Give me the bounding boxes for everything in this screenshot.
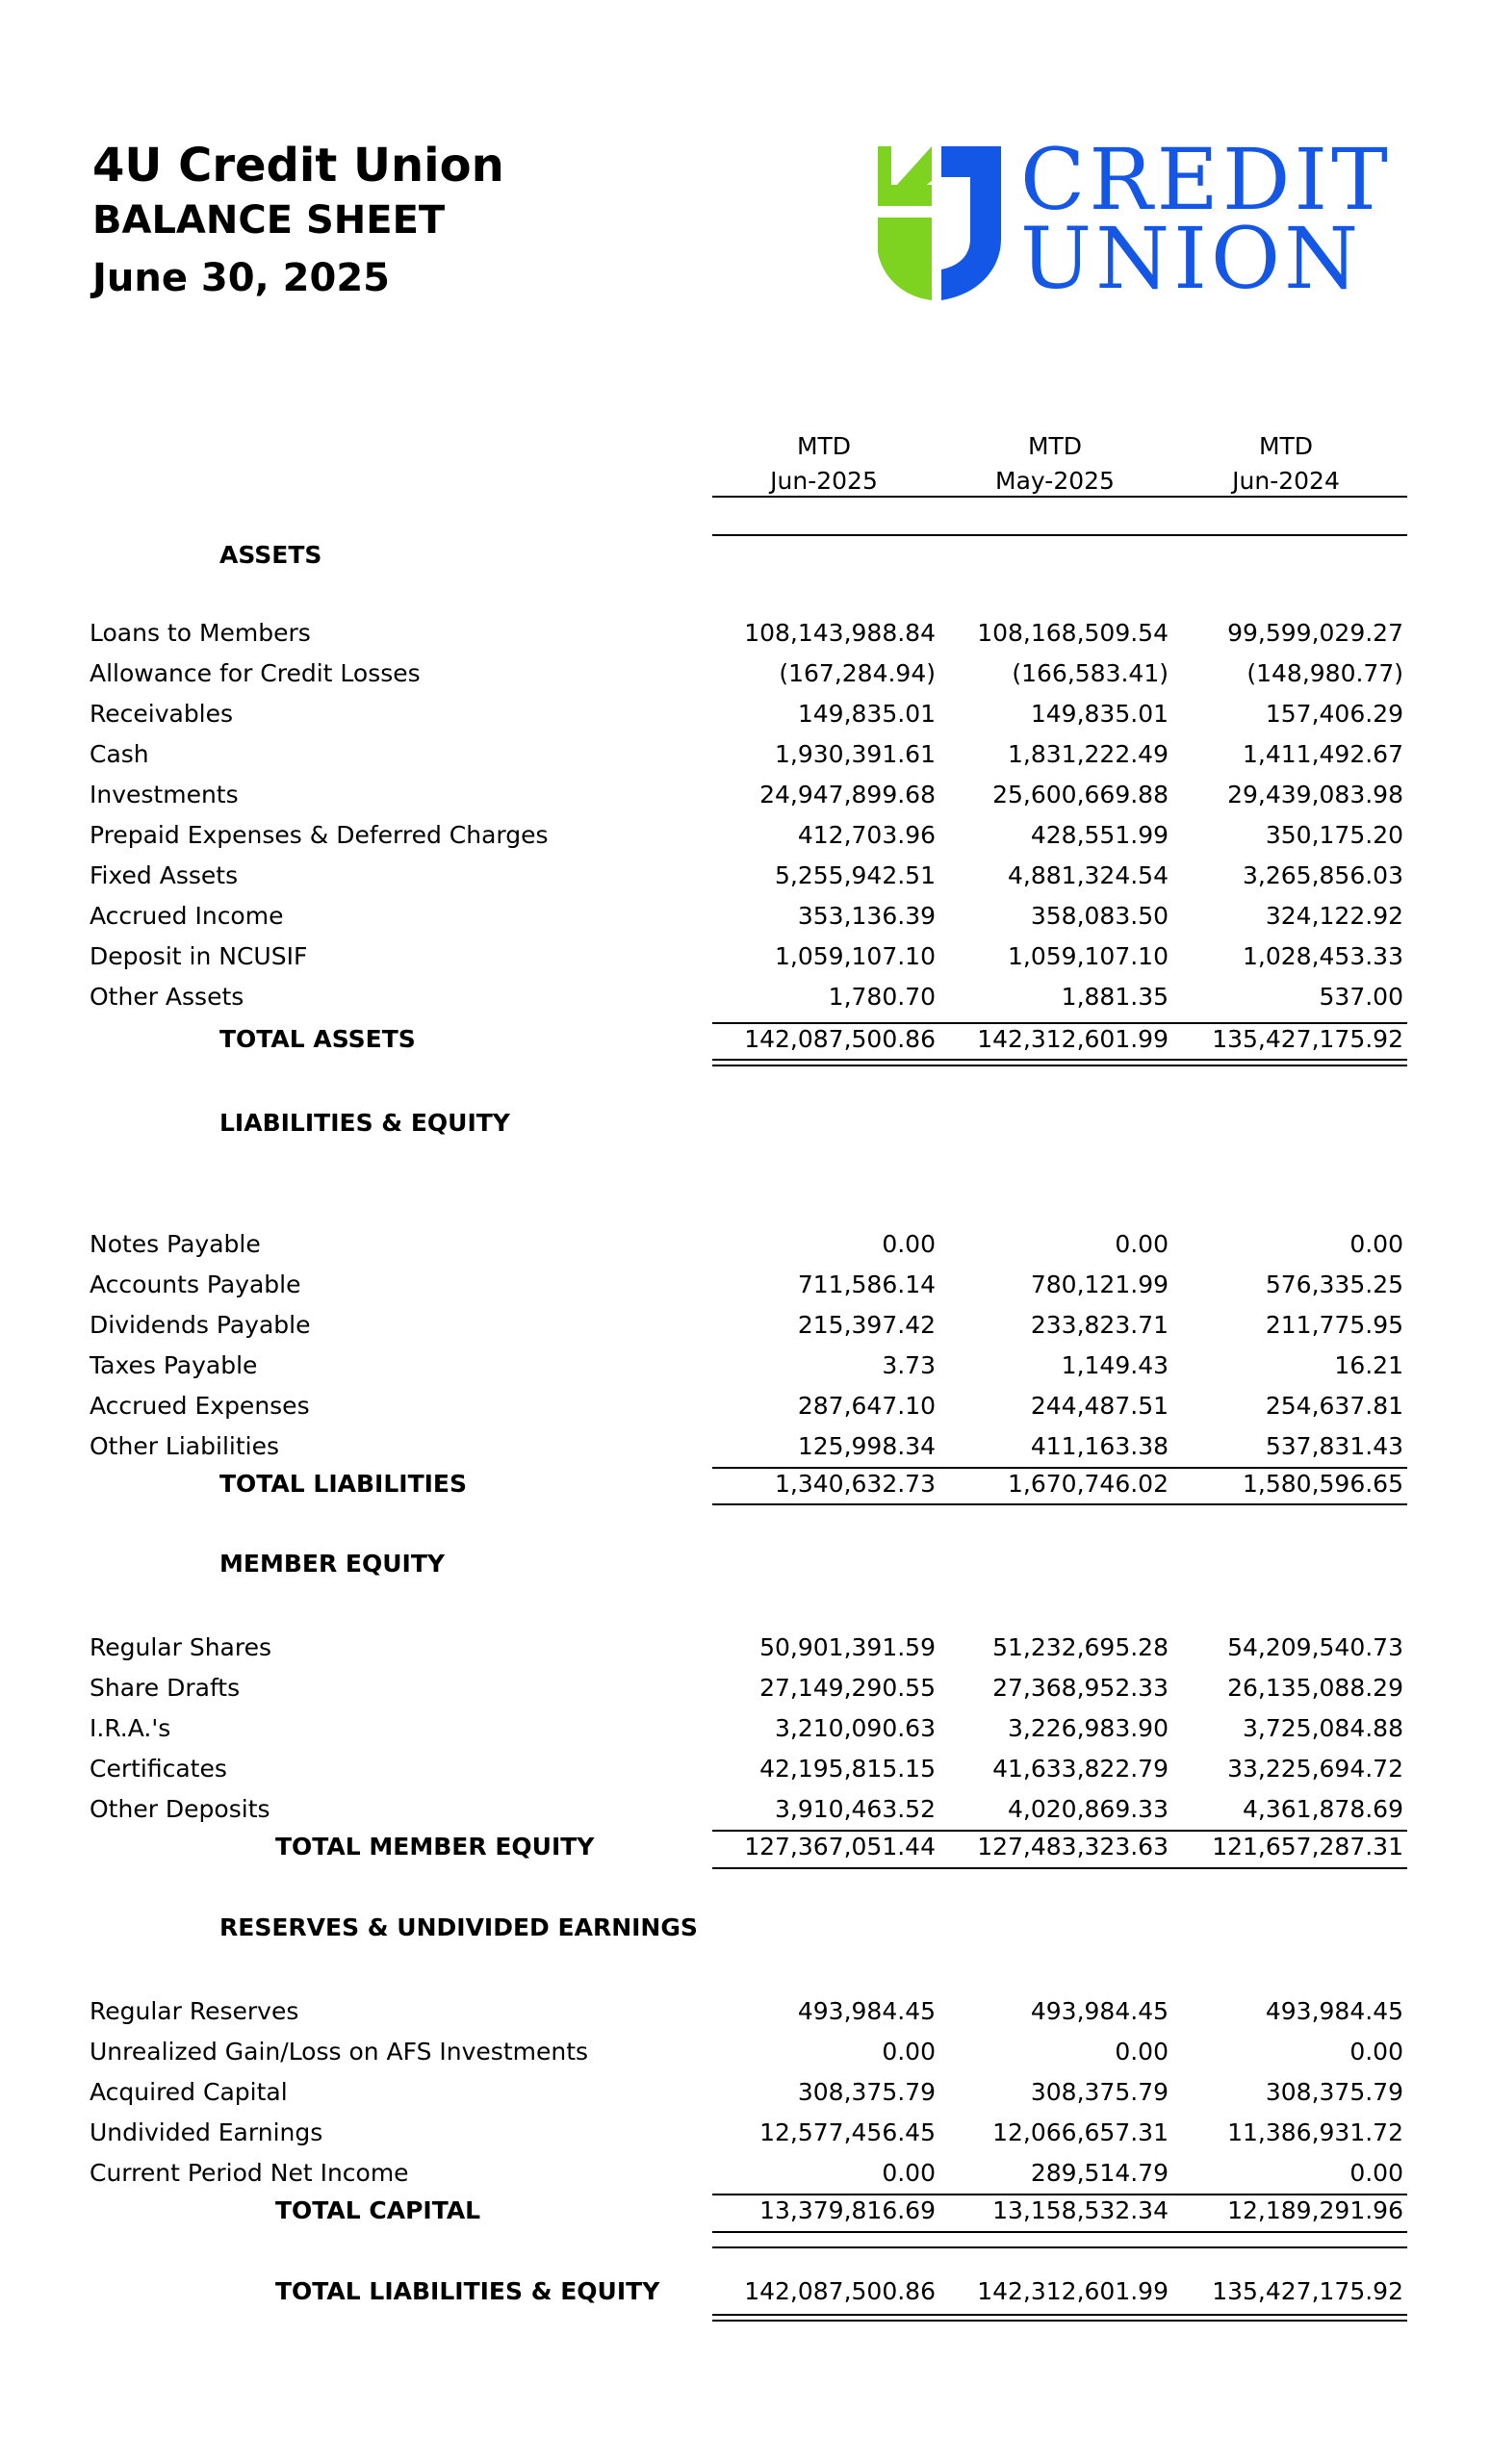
- total-value: 135,427,175.92: [1212, 2277, 1403, 2305]
- credit-union-logo: [878, 130, 1417, 308]
- row-value: 1,930,391.61: [775, 740, 936, 768]
- row-label: Current Period Net Income: [90, 2159, 409, 2187]
- section-heading-reserves: RESERVES & UNDIVIDED EARNINGS: [219, 1913, 698, 1941]
- row-value: 1,059,107.10: [775, 942, 936, 970]
- header-rule: [712, 496, 1407, 498]
- row-value: 412,703.96: [797, 821, 936, 849]
- total-rule: [712, 2231, 1407, 2233]
- row-value: 308,375.79: [1265, 2078, 1403, 2106]
- logo-line-2: UNION: [1020, 209, 1363, 308]
- total-label: TOTAL CAPITAL: [275, 2196, 481, 2224]
- row-label: Taxes Payable: [90, 1351, 258, 1379]
- row-value: 1,881.35: [1061, 983, 1169, 1011]
- row-value: 576,335.25: [1265, 1270, 1403, 1298]
- row-value: 3.73: [882, 1351, 936, 1379]
- row-value: 1,411,492.67: [1243, 740, 1403, 768]
- row-value: 233,823.71: [1030, 1311, 1169, 1339]
- row-value: 24,947,899.68: [759, 781, 936, 808]
- column-header-may-2025: [939, 429, 1170, 499]
- row-value: (148,980.77): [1246, 659, 1403, 687]
- row-value: 41,633,822.79: [992, 1755, 1169, 1783]
- row-value: 54,209,540.73: [1227, 1633, 1403, 1661]
- total-value: 142,312,601.99: [977, 1025, 1169, 1053]
- row-value: 27,368,952.33: [992, 1674, 1169, 1702]
- column-header-line1: MTD: [796, 432, 852, 460]
- row-value: 0.00: [882, 2038, 936, 2066]
- section-heading-assets: ASSETS: [219, 541, 322, 569]
- row-value: 3,725,084.88: [1243, 1714, 1403, 1742]
- total-label: TOTAL MEMBER EQUITY: [275, 1833, 595, 1861]
- row-label: Dividends Payable: [90, 1311, 311, 1339]
- row-value: 324,122.92: [1265, 902, 1403, 930]
- row-label: Other Deposits: [90, 1795, 270, 1823]
- row-label: Deposit in NCUSIF: [90, 942, 308, 970]
- row-value: 11,386,931.72: [1227, 2118, 1403, 2146]
- row-label: Other Assets: [90, 983, 244, 1011]
- row-value: 1,028,453.33: [1243, 942, 1403, 970]
- row-label: Prepaid Expenses & Deferred Charges: [90, 821, 549, 849]
- total-value: 121,657,287.31: [1212, 1833, 1403, 1861]
- row-value: 25,600,669.88: [992, 781, 1169, 808]
- row-value: 493,984.45: [1265, 1997, 1403, 2025]
- row-label: Accounts Payable: [90, 1270, 301, 1298]
- row-value: 308,375.79: [797, 2078, 936, 2106]
- row-label: Regular Reserves: [90, 1997, 299, 2025]
- logo-mark-icon: [878, 146, 1001, 300]
- total-rule: [712, 1065, 1407, 1066]
- row-value: 12,577,456.45: [759, 2118, 936, 2146]
- row-value: 33,225,694.72: [1227, 1755, 1403, 1783]
- row-value: 26,135,088.29: [1227, 1674, 1403, 1702]
- doc-date: June 30, 2025: [92, 256, 391, 300]
- row-label: Fixed Assets: [90, 861, 239, 889]
- total-value: 13,158,532.34: [992, 2196, 1169, 2224]
- total-value: 12,189,291.96: [1227, 2196, 1403, 2224]
- row-value: 0.00: [882, 2159, 936, 2187]
- total-rule: [712, 2194, 1407, 2195]
- section-heading-member-equity: MEMBER EQUITY: [219, 1550, 446, 1578]
- total-value: 142,087,500.86: [744, 1025, 936, 1053]
- row-value: 537,831.43: [1265, 1432, 1403, 1460]
- header-rule: [712, 534, 1407, 536]
- row-value: 12,066,657.31: [992, 2118, 1169, 2146]
- row-value: 211,775.95: [1265, 1311, 1403, 1339]
- row-value: 350,175.20: [1265, 821, 1403, 849]
- row-value: 149,835.01: [1030, 700, 1169, 728]
- row-value: 711,586.14: [797, 1270, 936, 1298]
- total-rule: [712, 1467, 1407, 1469]
- row-label: Loans to Members: [90, 619, 311, 647]
- total-rule: [712, 1022, 1407, 1024]
- row-value: 289,514.79: [1030, 2159, 1169, 2187]
- row-label: Allowance for Credit Losses: [90, 659, 421, 687]
- row-value: 27,149,290.55: [759, 1674, 936, 1702]
- title-block: [92, 137, 504, 306]
- total-rule: [712, 2320, 1407, 2322]
- row-value: 0.00: [1115, 1230, 1169, 1258]
- row-label: Investments: [90, 781, 239, 808]
- org-name: 4U Credit Union: [92, 139, 504, 192]
- column-header-line2: May-2025: [995, 467, 1115, 495]
- total-rule: [712, 1503, 1407, 1505]
- row-value: 99,599,029.27: [1227, 619, 1403, 647]
- row-value: 51,232,695.28: [992, 1633, 1169, 1661]
- column-header-jun-2025: [708, 429, 939, 499]
- row-value: 108,168,509.54: [977, 619, 1169, 647]
- row-value: 108,143,988.84: [744, 619, 936, 647]
- row-value: 125,998.34: [797, 1432, 936, 1460]
- row-value: 0.00: [882, 1230, 936, 1258]
- total-rule: [712, 1059, 1407, 1061]
- row-value: 493,984.45: [797, 1997, 936, 2025]
- total-value: 135,427,175.92: [1212, 1025, 1403, 1053]
- row-value: 428,551.99: [1030, 821, 1169, 849]
- row-value: 1,059,107.10: [1008, 942, 1169, 970]
- row-label: Undivided Earnings: [90, 2118, 323, 2146]
- row-value: 42,195,815.15: [759, 1755, 936, 1783]
- column-header-jun-2024: [1170, 429, 1401, 499]
- section-heading-liabilities: LIABILITIES & EQUITY: [219, 1109, 510, 1137]
- column-header-line1: MTD: [1027, 432, 1083, 460]
- row-value: 50,901,391.59: [759, 1633, 936, 1661]
- row-value: 4,361,878.69: [1243, 1795, 1403, 1823]
- row-value: 29,439,083.98: [1227, 781, 1403, 808]
- logo-line-1: CREDIT: [1020, 130, 1392, 229]
- row-value: 0.00: [1115, 2038, 1169, 2066]
- row-value: 780,121.99: [1030, 1270, 1169, 1298]
- row-value: 1,780.70: [828, 983, 936, 1011]
- row-label: I.R.A.'s: [90, 1714, 171, 1742]
- row-value: 493,984.45: [1030, 1997, 1169, 2025]
- total-label: TOTAL LIABILITIES: [219, 1470, 468, 1498]
- total-rule: [712, 2246, 1407, 2248]
- row-value: 3,210,090.63: [775, 1714, 936, 1742]
- row-label: Share Drafts: [90, 1674, 241, 1702]
- row-label: Certificates: [90, 1755, 227, 1783]
- row-value: 3,226,983.90: [1008, 1714, 1169, 1742]
- total-label: TOTAL LIABILITIES & EQUITY: [275, 2277, 660, 2305]
- row-label: Other Liabilities: [90, 1432, 279, 1460]
- row-value: 149,835.01: [797, 700, 936, 728]
- row-value: 353,136.39: [797, 902, 936, 930]
- row-value: (167,284.94): [779, 659, 936, 687]
- row-label: Unrealized Gain/Loss on AFS Investments: [90, 2038, 589, 2066]
- row-value: 254,637.81: [1265, 1392, 1403, 1420]
- total-value: 1,580,596.65: [1243, 1470, 1403, 1498]
- row-value: 215,397.42: [797, 1311, 936, 1339]
- logo-wordmark: [1020, 130, 1392, 308]
- row-label: Acquired Capital: [90, 2078, 288, 2106]
- row-label: Regular Shares: [90, 1633, 272, 1661]
- total-value: 142,312,601.99: [977, 2277, 1169, 2305]
- total-value: 127,483,323.63: [977, 1833, 1169, 1861]
- row-label: Accrued Income: [90, 902, 284, 930]
- doc-title: BALANCE SHEET: [92, 198, 446, 243]
- total-rule: [712, 1830, 1407, 1832]
- row-value: (166,583.41): [1012, 659, 1169, 687]
- row-label: Accrued Expenses: [90, 1392, 310, 1420]
- row-value: 358,083.50: [1030, 902, 1169, 930]
- total-value: 127,367,051.44: [744, 1833, 936, 1861]
- row-value: 3,910,463.52: [775, 1795, 936, 1823]
- row-value: 4,881,324.54: [1008, 861, 1169, 889]
- row-value: 5,255,942.51: [775, 861, 936, 889]
- row-label: Notes Payable: [90, 1230, 261, 1258]
- row-value: 411,163.38: [1030, 1432, 1169, 1460]
- row-label: Cash: [90, 740, 149, 768]
- row-value: 244,487.51: [1030, 1392, 1169, 1420]
- row-value: 3,265,856.03: [1243, 861, 1403, 889]
- column-header-line1: MTD: [1258, 432, 1314, 460]
- row-value: 1,831,222.49: [1008, 740, 1169, 768]
- row-value: 537.00: [1319, 983, 1403, 1011]
- total-value: 1,670,746.02: [1008, 1470, 1169, 1498]
- row-value: 308,375.79: [1030, 2078, 1169, 2106]
- row-value: 157,406.29: [1265, 700, 1403, 728]
- row-label: Receivables: [90, 700, 234, 728]
- row-value: 0.00: [1349, 1230, 1403, 1258]
- row-value: 0.00: [1349, 2159, 1403, 2187]
- total-value: 142,087,500.86: [744, 2277, 936, 2305]
- total-value: 13,379,816.69: [759, 2196, 936, 2224]
- total-rule: [712, 2314, 1407, 2316]
- total-rule: [712, 1867, 1407, 1869]
- column-header-line2: Jun-2024: [1232, 467, 1340, 495]
- row-value: 1,149.43: [1061, 1351, 1169, 1379]
- total-value: 1,340,632.73: [775, 1470, 936, 1498]
- column-header-line2: Jun-2025: [770, 467, 878, 495]
- row-value: 0.00: [1349, 2038, 1403, 2066]
- row-value: 4,020,869.33: [1008, 1795, 1169, 1823]
- total-label: TOTAL ASSETS: [219, 1025, 416, 1053]
- row-value: 287,647.10: [797, 1392, 936, 1420]
- row-value: 16.21: [1334, 1351, 1403, 1379]
